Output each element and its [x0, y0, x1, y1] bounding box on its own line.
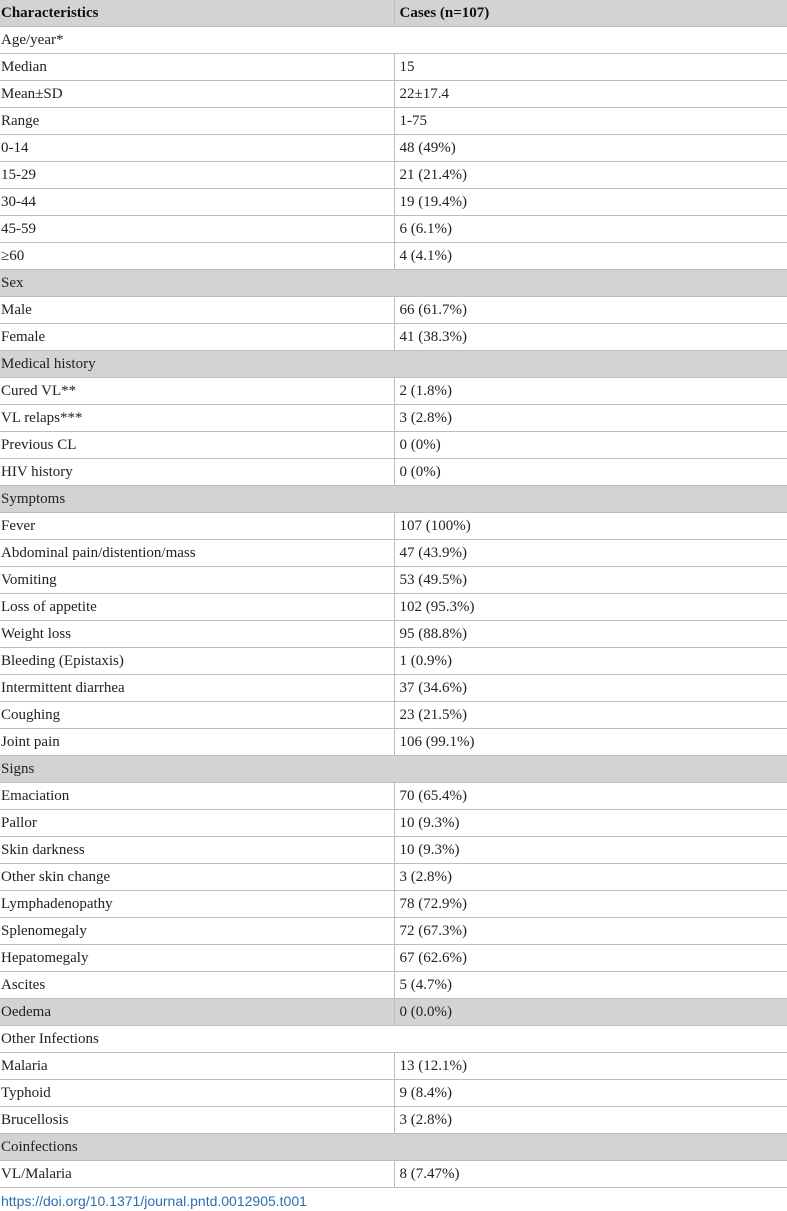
table-row: [0, 324, 787, 351]
row-value: 22±17.4: [394, 81, 787, 108]
row-value: 10 (9.3%): [394, 837, 787, 864]
row-label: 15-29: [0, 162, 394, 189]
table-row: [0, 594, 787, 621]
row-label: VL/Malaria: [0, 1161, 394, 1188]
table-header-row: [0, 0, 787, 27]
row-value: 9 (8.4%): [394, 1080, 787, 1107]
row-label: Bleeding (Epistaxis): [0, 648, 394, 675]
section-header-row: [0, 486, 787, 513]
row-value: 10 (9.3%): [394, 810, 787, 837]
row-value: 107 (100%): [394, 513, 787, 540]
table-row: [0, 567, 787, 594]
table-row: [0, 1053, 787, 1080]
section-label: Signs: [0, 756, 787, 783]
table-row: [0, 459, 787, 486]
row-label: Hepatomegaly: [0, 945, 394, 972]
section-header-row: [0, 756, 787, 783]
table-row: [0, 216, 787, 243]
row-label: Lymphadenopathy: [0, 891, 394, 918]
table-row: [0, 162, 787, 189]
row-label: Emaciation: [0, 783, 394, 810]
row-label: 30-44: [0, 189, 394, 216]
table-row: [0, 783, 787, 810]
table-row: [0, 54, 787, 81]
row-value: 1-75: [394, 108, 787, 135]
table-row: [0, 189, 787, 216]
row-label: Splenomegaly: [0, 918, 394, 945]
table-row: [0, 243, 787, 270]
row-label: ≥60: [0, 243, 394, 270]
row-label: Mean±SD: [0, 81, 394, 108]
row-value: 5 (4.7%): [394, 972, 787, 999]
row-label: Pallor: [0, 810, 394, 837]
row-value: 48 (49%): [394, 135, 787, 162]
row-label: 45-59: [0, 216, 394, 243]
row-value: 53 (49.5%): [394, 567, 787, 594]
section-header-row: [0, 351, 787, 378]
row-label: Intermittent diarrhea: [0, 675, 394, 702]
row-label: VL relaps***: [0, 405, 394, 432]
row-label: Other skin change: [0, 864, 394, 891]
row-value: 0 (0.0%): [394, 999, 787, 1026]
table-row: [0, 810, 787, 837]
row-value: 21 (21.4%): [394, 162, 787, 189]
row-label: 0-14: [0, 135, 394, 162]
row-value: 13 (12.1%): [394, 1053, 787, 1080]
section-label: Coinfections: [0, 1134, 787, 1161]
row-value: 2 (1.8%): [394, 378, 787, 405]
table-row: [0, 297, 787, 324]
row-value: 70 (65.4%): [394, 783, 787, 810]
column-header-characteristics: Characteristics: [0, 0, 394, 27]
row-label: Oedema: [0, 999, 394, 1026]
table-row: [0, 1107, 787, 1134]
table-row: [0, 432, 787, 459]
row-value: 37 (34.6%): [394, 675, 787, 702]
table-row: [0, 837, 787, 864]
row-value: 102 (95.3%): [394, 594, 787, 621]
row-label: Brucellosis: [0, 1107, 394, 1134]
table-row: [0, 513, 787, 540]
row-value: 15: [394, 54, 787, 81]
row-label: Male: [0, 297, 394, 324]
row-label: Skin darkness: [0, 837, 394, 864]
table-body: [0, 27, 787, 1188]
table-row: [0, 891, 787, 918]
row-label: HIV history: [0, 459, 394, 486]
table-row: [0, 945, 787, 972]
row-label: Coughing: [0, 702, 394, 729]
table-row: [0, 378, 787, 405]
section-label: Symptoms: [0, 486, 787, 513]
table-row: [0, 864, 787, 891]
table-row: [0, 621, 787, 648]
table-row: [0, 405, 787, 432]
column-header-cases: Cases (n=107): [394, 0, 787, 27]
table-row: [0, 729, 787, 756]
section-header-row: [0, 1134, 787, 1161]
row-value: 106 (99.1%): [394, 729, 787, 756]
table-row: [0, 702, 787, 729]
row-label: Fever: [0, 513, 394, 540]
section-label: Other Infections: [0, 1026, 787, 1053]
table-row: [0, 972, 787, 999]
doi-link[interactable]: https://doi.org/10.1371/journal.pntd.0012905.t001: [1, 1193, 307, 1209]
section-label: Medical history: [0, 351, 787, 378]
row-value: 1 (0.9%): [394, 648, 787, 675]
row-value: 72 (67.3%): [394, 918, 787, 945]
row-label: Loss of appetite: [0, 594, 394, 621]
row-label: Abdominal pain/distention/mass: [0, 540, 394, 567]
row-label: Median: [0, 54, 394, 81]
row-value: 23 (21.5%): [394, 702, 787, 729]
table-row: [0, 540, 787, 567]
section-header-row: [0, 270, 787, 297]
row-label: Joint pain: [0, 729, 394, 756]
row-value: 4 (4.1%): [394, 243, 787, 270]
row-value: 0 (0%): [394, 459, 787, 486]
table-row: [0, 1161, 787, 1188]
table-row: [0, 108, 787, 135]
row-value: 19 (19.4%): [394, 189, 787, 216]
row-value: 67 (62.6%): [394, 945, 787, 972]
row-label: Ascites: [0, 972, 394, 999]
section-label: Age/year*: [0, 27, 787, 54]
row-value: 78 (72.9%): [394, 891, 787, 918]
table-row: [0, 918, 787, 945]
row-value: 95 (88.8%): [394, 621, 787, 648]
row-label: Cured VL**: [0, 378, 394, 405]
row-value: 3 (2.8%): [394, 864, 787, 891]
row-value: 47 (43.9%): [394, 540, 787, 567]
table-row: [0, 648, 787, 675]
table-row: [0, 675, 787, 702]
row-label: Previous CL: [0, 432, 394, 459]
row-label: Weight loss: [0, 621, 394, 648]
row-value: 0 (0%): [394, 432, 787, 459]
row-label: Female: [0, 324, 394, 351]
row-label: Malaria: [0, 1053, 394, 1080]
table-row: [0, 1080, 787, 1107]
row-value: 6 (6.1%): [394, 216, 787, 243]
table-row: [0, 999, 787, 1026]
section-label: Sex: [0, 270, 787, 297]
table-row: [0, 135, 787, 162]
row-value: 8 (7.47%): [394, 1161, 787, 1188]
row-label: Range: [0, 108, 394, 135]
row-value: 3 (2.8%): [394, 405, 787, 432]
table-row: [0, 81, 787, 108]
row-value: 3 (2.8%): [394, 1107, 787, 1134]
row-label: Typhoid: [0, 1080, 394, 1107]
row-value: 41 (38.3%): [394, 324, 787, 351]
row-value: 66 (61.7%): [394, 297, 787, 324]
section-header-row: [0, 1026, 787, 1053]
section-header-row: [0, 27, 787, 54]
row-label: Vomiting: [0, 567, 394, 594]
